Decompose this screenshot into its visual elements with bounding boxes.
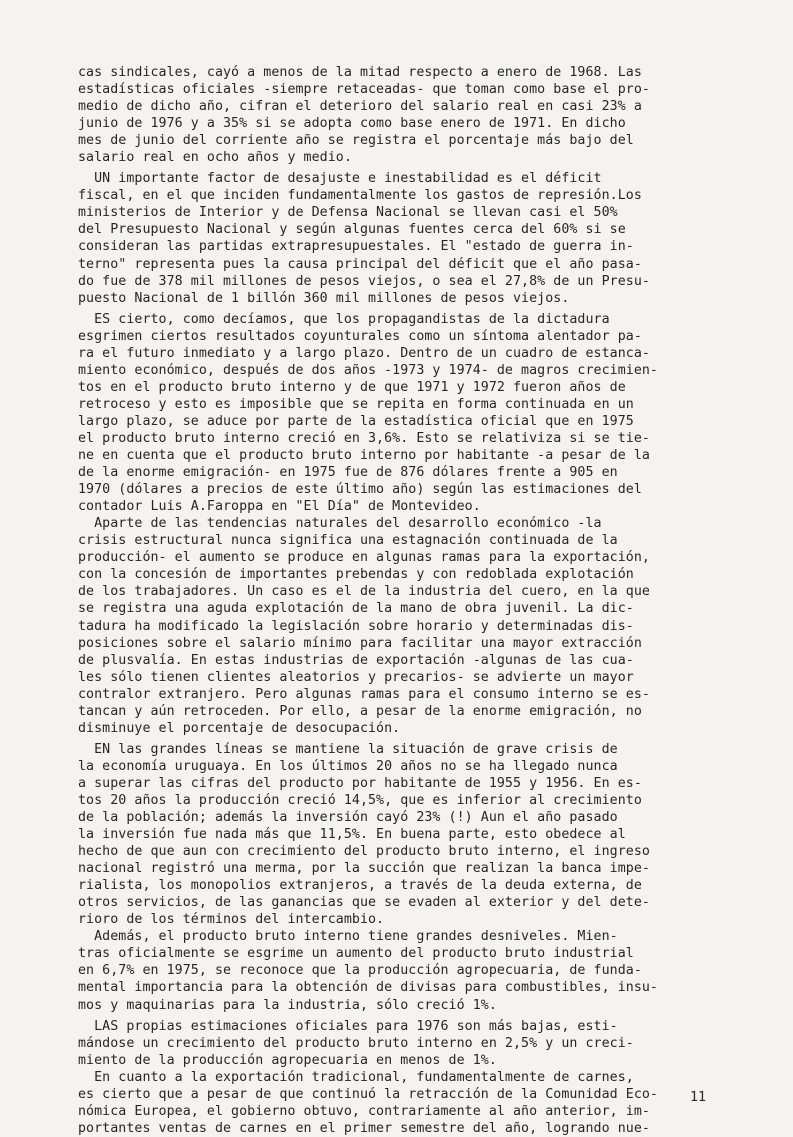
text-line: junio de 1976 y a 35% si se adopta como base enero de 1971. En dicho: [78, 116, 626, 132]
text-line: 1970 (dólares a precios de este último año) según las estimaciones del: [78, 482, 642, 498]
text-line: En cuanto a la exportación tradicional, fundamentalmente de carnes,: [78, 1069, 634, 1085]
text-line: posiciones sobre el salario mínimo para facilitar una mayor extracción: [78, 635, 642, 651]
text-line: nacional registró una merma, por la succión que realizan la banca impe-: [78, 861, 650, 877]
text-line: rialista, los monopolios extranjeros, a través de la deuda externa, de: [78, 878, 642, 894]
text-line: en 6,7% en 1975, se reconoce que la producción agropecuaria, de funda-: [78, 963, 642, 979]
text-line: mándose un crecimiento del producto bruto interno en 2,5% y un creci-: [78, 1035, 634, 1051]
text-line: salario real en ocho años y medio.: [78, 150, 352, 166]
text-line: tos 20 años la producción creció 14,5%, que es inferior al crecimiento: [78, 792, 642, 808]
text-line: Aparte de las tendencias naturales del desarrollo económico -la: [78, 516, 602, 532]
text-line: Además, el producto bruto interno tiene grandes desniveles. Mien-: [78, 929, 618, 945]
text-line: puesto Nacional de 1 billón 360 mil millones de pesos viejos.: [78, 290, 570, 306]
text-line: de la población; además la inversión cayó 23% (!) Aun el año pasado: [78, 810, 618, 826]
text-line: consideran las partidas extrapresupuestales. El "estado de guerra in-: [78, 239, 634, 255]
text-line: EN las grandes líneas se mantiene la situación de grave crisis de: [78, 741, 618, 757]
text-line: rioro de los términos del intercambio.: [78, 912, 385, 928]
text-line: de plusvalía. En estas industrias de exportación -algunas de las cua-: [78, 652, 634, 668]
text-line: do fue de 378 mil millones de pesos viejos, o sea el 27,8% de un Presu-: [78, 273, 650, 289]
text-line: mes de junio del corriente año se registra el porcentaje más bajo del: [78, 133, 634, 149]
text-line: con la concesión de importantes prebendas y con redoblada explotación: [78, 567, 634, 583]
text-line: esgrimen ciertos resultados coyunturales como un síntoma alentador pa-: [78, 328, 642, 344]
text-line: se registra una aguda explotación de la mano de obra juvenil. La dic-: [78, 601, 634, 617]
text-line: largo plazo, se aduce por parte de la estadística oficial que en 1975: [78, 413, 634, 429]
text-line: producción- el aumento se produce en algunas ramas para la exportación,: [78, 550, 650, 566]
text-line: la inversión fue nada más que 11,5%. En buena parte, esto obedece al: [78, 827, 626, 843]
text-line: UN importante factor de desajuste e inestabilidad es el déficit: [78, 171, 602, 187]
text-line: miento económico, después de dos años -1973 y 1974- de magros crecimien-: [78, 362, 658, 378]
text-line: crisis estructural nunca significa una estagnación continuada de la: [78, 533, 618, 549]
page-number: 11: [690, 1090, 707, 1105]
text-line: ministerios de Interior y de Defensa Nacional se llevan casi el 50%: [78, 205, 618, 221]
text-line: de los trabajadores. Un caso es el de la industria del cuero, en la que: [78, 584, 650, 600]
text-line: tos en el producto bruto interno y de que 1971 y 1972 fueron años de: [78, 379, 626, 395]
text-line: cas sindicales, cayó a menos de la mitad respecto a enero de 1968. Las: [78, 65, 642, 80]
paragraph: [78, 741, 778, 1014]
text-line: tancan y aún retroceden. Por ello, a pesar de la enorme emigración, no: [78, 703, 642, 719]
text-line: hecho de que aun con crecimiento del producto bruto interno, el ingreso: [78, 844, 650, 860]
paragraph: [78, 311, 778, 737]
text-line: retroceso y esto es imposible que se repita en forma continuada en un: [78, 396, 634, 412]
text-line: a superar las cifras del producto por habitante de 1955 y 1956. En es-: [78, 775, 642, 791]
text-line: disminuye el porcentaje de desocupación.: [78, 720, 401, 736]
text-line: contador Luis A.Faroppa en "El Día" de Montevideo.: [78, 499, 481, 515]
text-line: medio de dicho año, cifran el deterioro del salario real en casi 23% a: [78, 99, 642, 115]
text-line: les sólo tienen clientes aleatorios y precarios- se advierte un mayor: [78, 669, 634, 685]
text-line: nómica Europea, el gobierno obtuvo, contrariamente al año anterior, im-: [78, 1103, 650, 1119]
text-line: estadísticas oficiales -siempre retaceadas- que toman como base el pro-: [78, 82, 650, 98]
text-line: es cierto que a pesar de que continuó la retracción de la Comunidad Eco-: [78, 1086, 658, 1102]
text-line: tras oficialmente se esgrime un aumento del producto bruto industrial: [78, 946, 634, 962]
text-line: portantes ventas de carnes en el primer semestre del año, logrando nue-: [78, 1120, 650, 1136]
text-line: fiscal, en el que inciden fundamentalmente los gastos de represión.Los: [78, 188, 642, 204]
paragraph: [78, 1018, 778, 1137]
text-line: miento de la producción agropecuaria en menos de 1%.: [78, 1052, 497, 1068]
text-line: ra el futuro inmediato y a largo plazo. Dentro de un cuadro de estanca-: [78, 345, 650, 361]
text-line: LAS propias estimaciones oficiales para 1976 son más bajas, esti-: [78, 1018, 618, 1034]
text-line: mental importancia para la obtención de divisas para combustibles, insu-: [78, 980, 658, 996]
text-line: mos y maquinarias para la industria, sólo creció 1%.: [78, 997, 497, 1013]
text-line: el producto bruto interno creció en 3,6%. Esto se relativiza si se tie-: [78, 430, 650, 446]
text-line: terno" representa pues la causa principal del déficit que el año pasa-: [78, 256, 642, 272]
paragraph: [78, 64, 778, 166]
text-line: otros servicios, de las ganancias que se evaden al exterior y del dete-: [78, 895, 650, 911]
text-line: contralor extranjero. Pero algunas ramas para el consumo interno se es-: [78, 686, 650, 702]
body-text: [78, 64, 778, 1137]
text-line: de la enorme emigración- en 1975 fue de 876 dólares frente a 905 en: [78, 465, 618, 481]
text-line: tadura ha modificado la legislación sobre horario y determinadas dis-: [78, 618, 634, 634]
text-line: la economía uruguaya. En los últimos 20 años no se ha llegado nunca: [78, 758, 618, 774]
text-line: ES cierto, como decíamos, que los propagandistas de la dictadura: [78, 311, 610, 327]
text-line: ne en cuenta que el producto bruto interno por habitante -a pesar de la: [78, 448, 650, 464]
paragraph: [78, 170, 778, 306]
text-line: del Presupuesto Nacional y según algunas fuentes cerca del 60% si se: [78, 222, 626, 238]
